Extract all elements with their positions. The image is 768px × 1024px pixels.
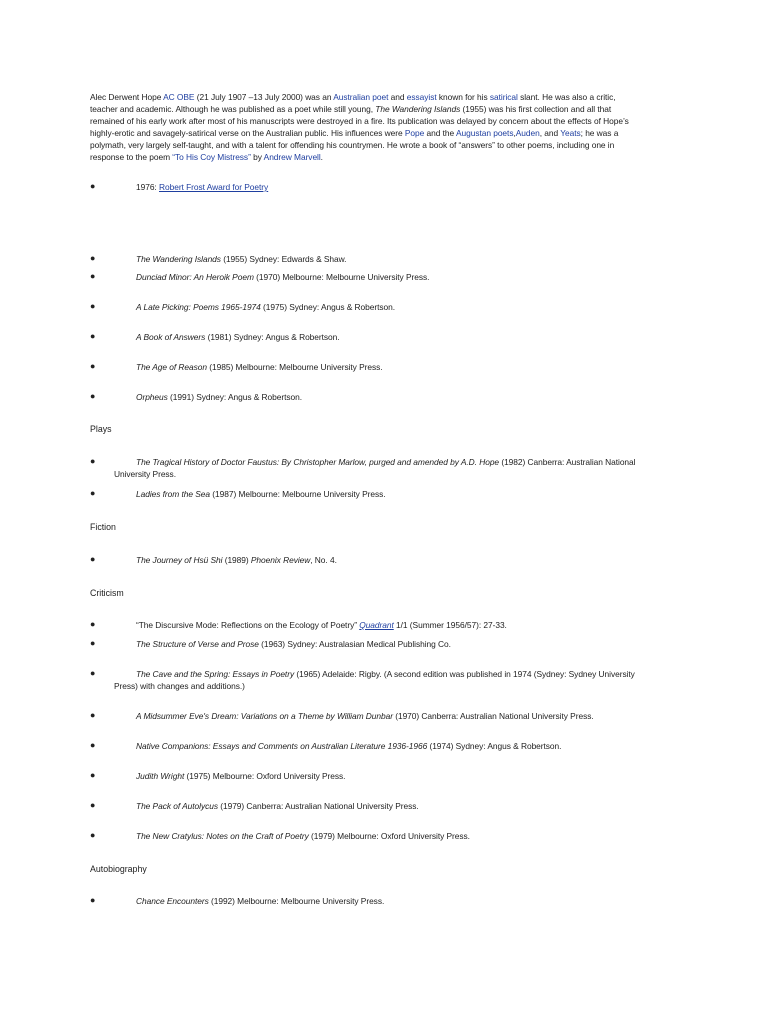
intro-text: ; he was a <box>580 127 619 138</box>
publication-details: (1974) Sydney: Angus & Robertson. <box>427 741 562 751</box>
publication-details: (1979) Melbourne: Oxford University Press. <box>308 831 470 841</box>
intro-text: polymath, very largely self-taught, and with a talent for offending his countrymen. He wrote a book of “answers” to other poems, including one in <box>90 139 615 150</box>
publication-details: (1965) Adelaide: Rigby. (A second edition was published in 1974 (Sydney: Sydney University <box>294 669 635 679</box>
bullet-icon: ● <box>90 331 96 341</box>
work-title: A Book of Answers <box>136 332 206 342</box>
publication-details-continued: Press) with changes and additions.) <box>114 680 245 691</box>
poetry-list-item <box>90 362 680 374</box>
work-title: The Age of Reason <box>136 362 208 372</box>
work-title: The Wandering Islands <box>136 254 221 264</box>
intro-link[interactable]: Andrew Marvell <box>263 151 321 162</box>
publication-details: (1975) Sydney: Angus & Robertson. <box>260 302 396 312</box>
intro-text: , and <box>539 127 561 138</box>
intro-link[interactable]: Pope <box>404 127 425 138</box>
work-title: Judith Wright <box>136 771 185 781</box>
intro-book-title: The Wandering Islands <box>375 103 461 114</box>
poetry-list-item <box>90 332 680 344</box>
work-title: A Late Picking: Poems 1965-1974 <box>136 302 261 312</box>
intro-text: highly-erotic and savagely-satirical verse on the Australian public. His influences were <box>90 127 405 138</box>
bullet-icon: ● <box>90 619 96 629</box>
publication-details: (1955) Sydney: Edwards & Shaw. <box>220 254 347 264</box>
publication-details: (1987) Melbourne: Melbourne University Press. <box>210 489 386 499</box>
bullet-icon: ● <box>90 668 96 678</box>
criticism-list-item <box>90 741 680 753</box>
bullet-icon: ● <box>90 554 96 564</box>
criticism-list-item <box>90 831 680 843</box>
heading-plays: Plays <box>90 424 112 434</box>
autobiography-list-item <box>90 896 680 908</box>
intro-text: (21 July 1907 –13 July 2000) was an <box>194 92 334 102</box>
heading-autobiography: Autobiography <box>90 864 147 874</box>
intro-text: , <box>513 127 516 138</box>
intro-text: response to the poem <box>90 151 173 162</box>
criticism-list-item <box>90 801 680 813</box>
intro-text: . <box>320 151 323 162</box>
work-title: The Cave and the Spring: Essays in Poetry <box>136 669 295 679</box>
journal-title: Phoenix Review <box>250 555 311 565</box>
bullet-icon: ● <box>90 710 96 720</box>
intro-text: known for his <box>436 92 490 102</box>
bullet-icon: ● <box>90 253 96 263</box>
publication-details: (1979) Canberra: Australian National University Press. <box>217 801 419 811</box>
plays-list-item <box>90 457 680 481</box>
criticism-list-item <box>90 620 680 632</box>
award-year: 1976: <box>136 182 159 192</box>
publication-details: , No. 4. <box>310 555 337 565</box>
intro-text: by <box>250 151 264 162</box>
intro-paragraph <box>90 92 675 163</box>
criticism-essay-title: “The Discursive Mode: Reflections on the Ecology of Poetry” <box>136 620 360 630</box>
poetry-list-item <box>90 272 680 284</box>
intro-line <box>90 116 675 128</box>
award-list-item <box>90 182 680 194</box>
publication-details: (1981) Sydney: Angus & Robertson. <box>205 332 340 342</box>
bullet-icon: ● <box>90 638 96 648</box>
bullet-icon: ● <box>90 770 96 780</box>
bullet-icon: ● <box>90 488 96 498</box>
heading-fiction: Fiction <box>90 522 116 532</box>
intro-link[interactable]: “To His Coy Mistress” <box>172 151 251 162</box>
work-title: Ladies from the Sea <box>136 489 211 499</box>
intro-link[interactable]: satirical <box>489 92 518 102</box>
intro-text: slant. He was also a critic, <box>517 92 616 102</box>
intro-link[interactable]: Auden <box>515 127 540 138</box>
bullet-icon: ● <box>90 181 96 191</box>
intro-line <box>90 104 675 116</box>
publication-details: (1963) Sydney: Australasian Medical Publishing Co. <box>258 639 451 649</box>
publication-details: (1970) Canberra: Australian National University Press. <box>392 711 594 721</box>
fiction-list-item <box>90 555 680 567</box>
bullet-icon: ● <box>90 301 96 311</box>
publication-details: (1985) Melbourne: Melbourne University Press. <box>207 362 383 372</box>
work-title: The Journey of Hsü Shi <box>136 555 223 565</box>
publication-details-continued: University Press. <box>114 468 176 479</box>
criticism-list-item <box>90 711 680 723</box>
intro-text: remained of his early work after most of his manuscripts were destroyed in a fire. Its publication was delayed by concern about the effects of Hope’s <box>90 115 629 126</box>
publication-details: (1970) Melbourne: Melbourne University Press. <box>253 272 430 282</box>
heading-criticism: Criticism <box>90 588 124 598</box>
award-link[interactable]: Robert Frost Award for Poetry <box>159 182 269 192</box>
intro-link[interactable]: AC OBE <box>163 92 195 102</box>
bullet-icon: ● <box>90 271 96 281</box>
intro-line <box>90 140 675 152</box>
work-title: Chance Encounters <box>136 896 209 906</box>
work-title: Dunciad Minor: An Heroik Poem <box>136 272 254 282</box>
work-title: The Structure of Verse and Prose <box>136 639 259 649</box>
bullet-icon: ● <box>90 391 96 401</box>
publication-details: (1975) Melbourne: Oxford University Press. <box>184 771 346 781</box>
intro-line <box>90 92 675 104</box>
work-title: The Tragical History of Doctor Faustus: By Christopher Marlow, purged and amended by A.D. Hope <box>136 457 500 467</box>
bullet-icon: ● <box>90 800 96 810</box>
intro-text: Alec Derwent Hope <box>90 92 164 102</box>
intro-link[interactable]: Yeats <box>560 127 581 138</box>
poetry-list-item <box>90 302 680 314</box>
bullet-icon: ● <box>90 361 96 371</box>
intro-link[interactable]: Australian poet <box>333 92 389 102</box>
quadrant-link[interactable]: Quadrant <box>359 620 394 630</box>
poetry-list-item <box>90 254 680 266</box>
poetry-list-item <box>90 392 680 404</box>
bullet-icon: ● <box>90 830 96 840</box>
intro-link[interactable]: Augustan poets <box>455 127 514 138</box>
work-title: The New Cratylus: Notes on the Craft of Poetry <box>136 831 309 841</box>
work-title: A Midsummer Eve's Dream: Variations on a Theme by William Dunbar <box>136 711 393 721</box>
criticism-list-item <box>90 669 680 693</box>
intro-text: teacher and academic. Although he was published as a poet while still young, <box>90 103 376 114</box>
intro-text: and the <box>424 127 456 138</box>
intro-text: and <box>388 92 407 102</box>
intro-link[interactable]: essayist <box>406 92 437 102</box>
publication-details: (1982) Canberra: Australian National <box>499 457 636 467</box>
intro-line <box>90 152 675 164</box>
criticism-list-item <box>90 639 680 651</box>
plays-list-item <box>90 489 680 501</box>
work-title: Orpheus <box>136 392 168 402</box>
intro-line <box>90 128 675 140</box>
intro-text: (1955) was his first collection and all that <box>460 103 612 114</box>
publication-details: (1992) Melbourne: Melbourne University Press. <box>208 896 385 906</box>
publication-details: (1989) <box>222 555 251 565</box>
bullet-icon: ● <box>90 895 96 905</box>
bullet-icon: ● <box>90 740 96 750</box>
criticism-essay-details: 1/1 (Summer 1956/57): 27-33. <box>393 620 507 630</box>
bullet-icon: ● <box>90 456 96 466</box>
work-title: Native Companions: Essays and Comments on Australian Literature 1936-1966 <box>136 741 428 751</box>
work-title: The Pack of Autolycus <box>136 801 218 811</box>
publication-details: (1991) Sydney: Angus & Robertson. <box>167 392 303 402</box>
criticism-list-item <box>90 771 680 783</box>
